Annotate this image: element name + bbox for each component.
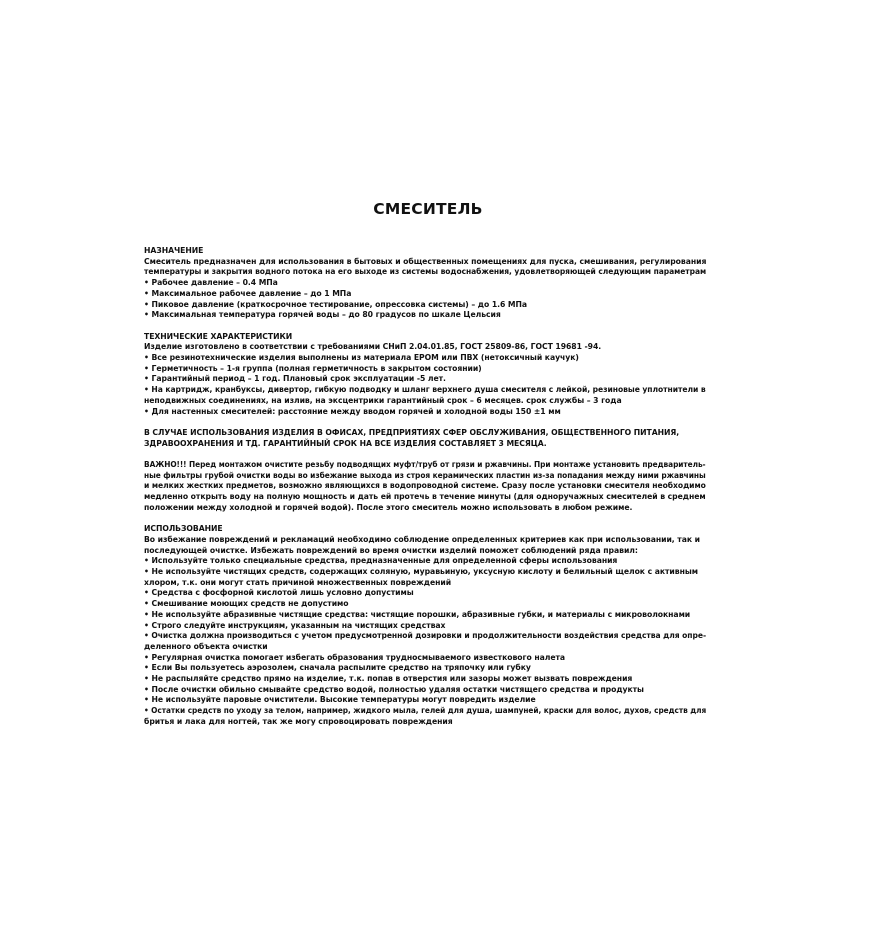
section-heading: НАЗНАЧЕНИЕ [144, 246, 204, 255]
text-line: положении между холодной и горячей водой). После этого смеситель можно использовать в любом режиме. [144, 502, 633, 512]
list-item: • Максимальное рабочее давление – до 1 МПа [144, 288, 352, 298]
text-line: последующей очистке. Избежать повреждений во время очистки изделий поможет соблюдений ряда правил: [144, 545, 638, 555]
text-line: неподвижных соединениях, на излив, на эксцентрики гарантийный срок – 6 месяцев. срок службы – 3 года [144, 395, 622, 405]
text-line: Изделие изготовлено в соответствии с требованиями СНиП 2.04.01.85, ГОСТ 25809-86, ГОСТ 19681 -94. [144, 342, 602, 352]
list-item: • Рабочее давление – 0.4 МПа [144, 278, 278, 288]
section-usage [144, 524, 707, 727]
section-important [144, 460, 704, 514]
list-item: • Пиковое давление (краткосрочное тестирование, опрессовка системы) – до 1.6 МПа [144, 299, 528, 309]
section-purpose [144, 246, 707, 321]
list-item: • Не распыляйте средство прямо на изделие, т.к. попав в отверстия или зазоры может вызвать повреждения [144, 674, 633, 684]
list-item: • Остатки средств по уходу за телом, например, жидкого мыла, гелей для душа, шампуней, краски для волос, духов, средств для [144, 706, 707, 716]
text-line: Смеситель предназначен для использования в бытовых и общественных помещениях для пуска, смешивания, регулирования [144, 256, 707, 266]
list-item: • На картридж, кранбуксы, дивертор, гибкую подводку и шланг верхнего душа смесителя с лейкой, резиновые уплотнители в [144, 385, 706, 395]
text-line: ЗДРАВООХРАНЕНИЯ И ТД. ГАРАНТИЙНЫЙ СРОК НА ВСЕ ИЗДЕЛИЯ СОСТАВЛЯЕТ 3 МЕСЯЦА. [144, 438, 547, 448]
list-item: • Средства с фосфорной кислотой лишь условно допустимы [144, 588, 414, 598]
text-line: хлором, т.к. они могут стать причиной множественных повреждений [144, 577, 452, 587]
list-item: • Для настенных смесителей: расстояние между вводом горячей и холодной воды 150 ±1 мм [144, 406, 561, 416]
text-line: Во избежание повреждений и рекламаций необходимо соблюдение определенных критериев как при использовании, так и [144, 534, 700, 544]
text-line: В СЛУЧАЕ ИСПОЛЬЗОВАНИЯ ИЗДЕЛИЯ В ОФИСАХ, ПРЕДПРИЯТИЯХ СФЕР ОБСЛУЖИВАНИЯ, ОБЩЕСТВЕННОГО ПИТАНИЯ, [144, 427, 680, 437]
list-item: • Строго следуйте инструкциям, указанным на чистящих средствах [144, 620, 446, 630]
list-item: • Не используйте абразивные чистящие средства: чистящие порошки, абразивные губки, и материалы с микроволокнами [144, 609, 691, 619]
section-specifications [144, 332, 704, 418]
section-warranty-notice [144, 428, 704, 449]
document-page [144, 200, 707, 738]
list-item: • Смешивание моющих средств не допустимо [144, 599, 349, 609]
text-line: деленного объекта очистки [144, 641, 268, 651]
section-heading: ИСПОЛЬЗОВАНИЕ [144, 524, 223, 534]
text-line: медленно открыть воду на полную мощность и дать ей протечь в течение минуты (для одноручажных смесителей в среднем [144, 492, 706, 502]
list-item: • Герметичность – 1-я группа (полная герметичность в закрытом состоянии) [144, 363, 482, 373]
document-title: СМЕСИТЕЛЬ [373, 200, 483, 218]
text-line: ные фильтры грубой очистки воды во избежание выхода из строя керамических пластин из-за попадания между ними ржавчины [144, 470, 706, 480]
section-heading: ТЕХНИЧЕСКИЕ ХАРАКТЕРИСТИКИ [144, 331, 293, 341]
document-body [144, 246, 707, 728]
list-item: • Если Вы пользуетесь аэрозолем, сначала распылите средство на тряпочку или губку [144, 663, 531, 673]
list-item: • Не используйте паровые очистители. Высокие температуры могут повредить изделие [144, 695, 536, 705]
list-item: • Не используйте чистящих средств, содержащих соляную, муравьиную, уксусную кислоту и белильный щелок с активным [144, 567, 698, 577]
list-item: • Регулярная очистка помогает избегать образования трудносмываемого известкового налета [144, 652, 566, 662]
list-item: • Максимальная температура горячей воды – до 80 градусов по шкале Цельсия [144, 310, 501, 320]
text-line: ВАЖНО!!! Перед монтажом очистите резьбу подводящих муфт/труб от грязи и ржавчины. При монтаже установить предваритель- [144, 460, 706, 470]
list-item: • Гарантийный период – 1 год. Плановый срок эксплуатации -5 лет. [144, 374, 446, 384]
text-line: бритья и лака для ногтей, так же могу спровоцировать повреждения [144, 716, 453, 726]
list-item: • После очистки обильно смывайте средство водой, полностью удаляя остатки чистящего средства и продукты [144, 684, 644, 694]
list-item: • Все резинотехнические изделия выполнены из материала EPOM или ПВХ (нетоксичный каучук) [144, 353, 579, 363]
list-item: • Очистка должна производиться с учетом предусмотренной дозировки и продолжительности воздействия средства для опре- [144, 631, 707, 641]
text-line: и мелких жестких предметов, возможно являющихся в водопроводной системе. Сразу после установки смесителя необходимо [144, 481, 706, 491]
text-line: температуры и закрытия водного потока на его выходе из системы водоснабжения, удовлетворяющей следующим параметрам [144, 267, 707, 277]
list-item: • Используйте только специальные средства, предназначенные для определенной сферы использования [144, 556, 618, 566]
